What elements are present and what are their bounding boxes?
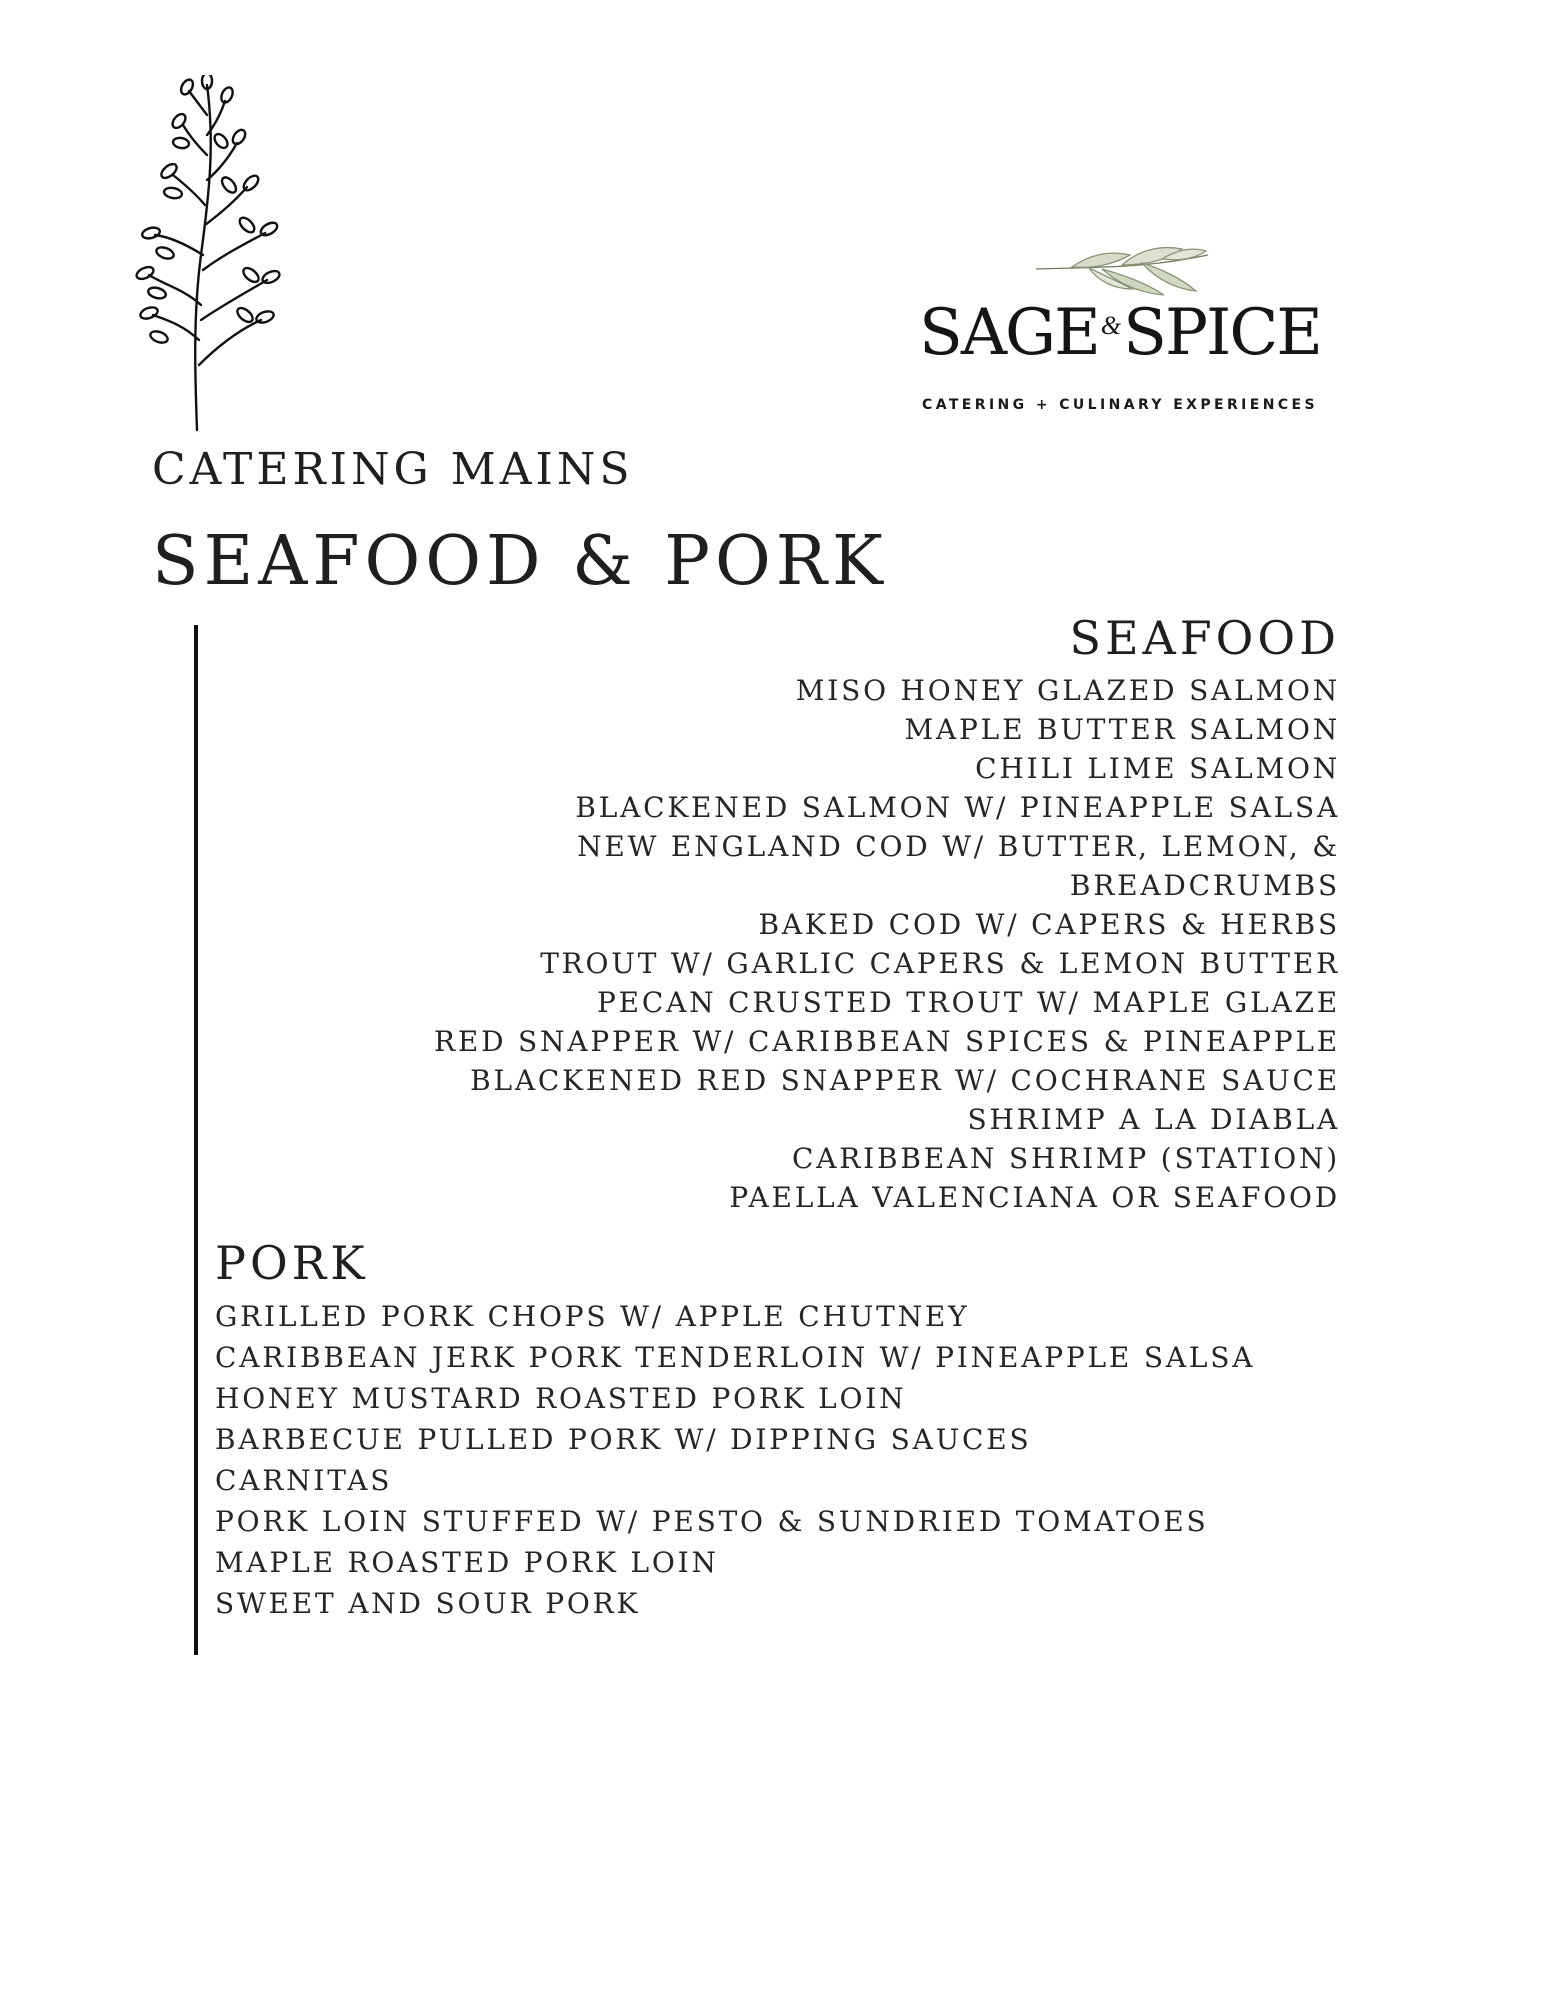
vertical-divider	[194, 625, 198, 1655]
seafood-heading: SEAFOOD	[1069, 611, 1340, 665]
brand-name	[880, 296, 1360, 370]
page-title: SEAFOOD & PORK	[152, 522, 888, 601]
brand-name-part-1: SAGE	[918, 296, 1099, 370]
pork-item: MAPLE ROASTED PORK LOIN	[215, 1546, 719, 1579]
seafood-item: BAKED COD W/ CAPERS & HERBS	[758, 908, 1340, 941]
seafood-item: MAPLE BUTTER SALMON	[904, 713, 1340, 746]
seafood-item: BLACKENED SALMON W/ PINEAPPLE SALSA	[575, 791, 1340, 824]
pork-item: PORK LOIN STUFFED W/ PESTO & SUNDRIED TOMATOES	[215, 1505, 1209, 1538]
brand-name-part-2: SPICE	[1123, 296, 1321, 370]
category-label: CATERING MAINS	[152, 444, 634, 495]
brand-logo	[860, 245, 1380, 425]
pork-item: CARIBBEAN JERK PORK TENDERLOIN W/ PINEAPPLE SALSA	[215, 1341, 1256, 1374]
pork-item: HONEY MUSTARD ROASTED PORK LOIN	[215, 1382, 907, 1415]
seafood-item: PAELLA VALENCIANA OR SEAFOOD	[729, 1181, 1340, 1214]
botanical-sprig-icon	[135, 75, 295, 435]
seafood-item: BREADCRUMBS	[1069, 869, 1340, 902]
seafood-item: BLACKENED RED SNAPPER W/ COCHRANE SAUCE	[470, 1064, 1340, 1097]
seafood-item: TROUT W/ GARLIC CAPERS & LEMON BUTTER	[540, 947, 1340, 980]
pork-item: BARBECUE PULLED PORK W/ DIPPING SAUCES	[215, 1423, 1032, 1456]
seafood-item: CHILI LIME SALMON	[975, 752, 1340, 785]
seafood-section	[433, 611, 1340, 1217]
brand-ampersand: &	[1100, 311, 1122, 340]
pork-item: GRILLED PORK CHOPS W/ APPLE CHUTNEY	[215, 1300, 970, 1333]
seafood-item: CARIBBEAN SHRIMP (STATION)	[791, 1142, 1340, 1175]
seafood-item: RED SNAPPER W/ CARIBBEAN SPICES & PINEAPPLE	[433, 1025, 1340, 1058]
pork-item: CARNITAS	[215, 1464, 393, 1497]
seafood-item: PECAN CRUSTED TROUT W/ MAPLE GLAZE	[596, 986, 1340, 1019]
seafood-list	[434, 671, 1340, 1217]
seafood-item: SHRIMP A LA DIABLA	[967, 1103, 1340, 1136]
pork-heading: PORK	[215, 1236, 369, 1290]
seafood-item: NEW ENGLAND COD W/ BUTTER, LEMON, &	[577, 830, 1340, 863]
brand-tagline: CATERING + CULINARY EXPERIENCES	[922, 397, 1318, 413]
pork-list	[215, 1296, 1255, 1624]
pork-section	[215, 1236, 1256, 1624]
seafood-item: MISO HONEY GLAZED SALMON	[795, 674, 1340, 707]
pork-item: SWEET AND SOUR PORK	[215, 1587, 641, 1620]
